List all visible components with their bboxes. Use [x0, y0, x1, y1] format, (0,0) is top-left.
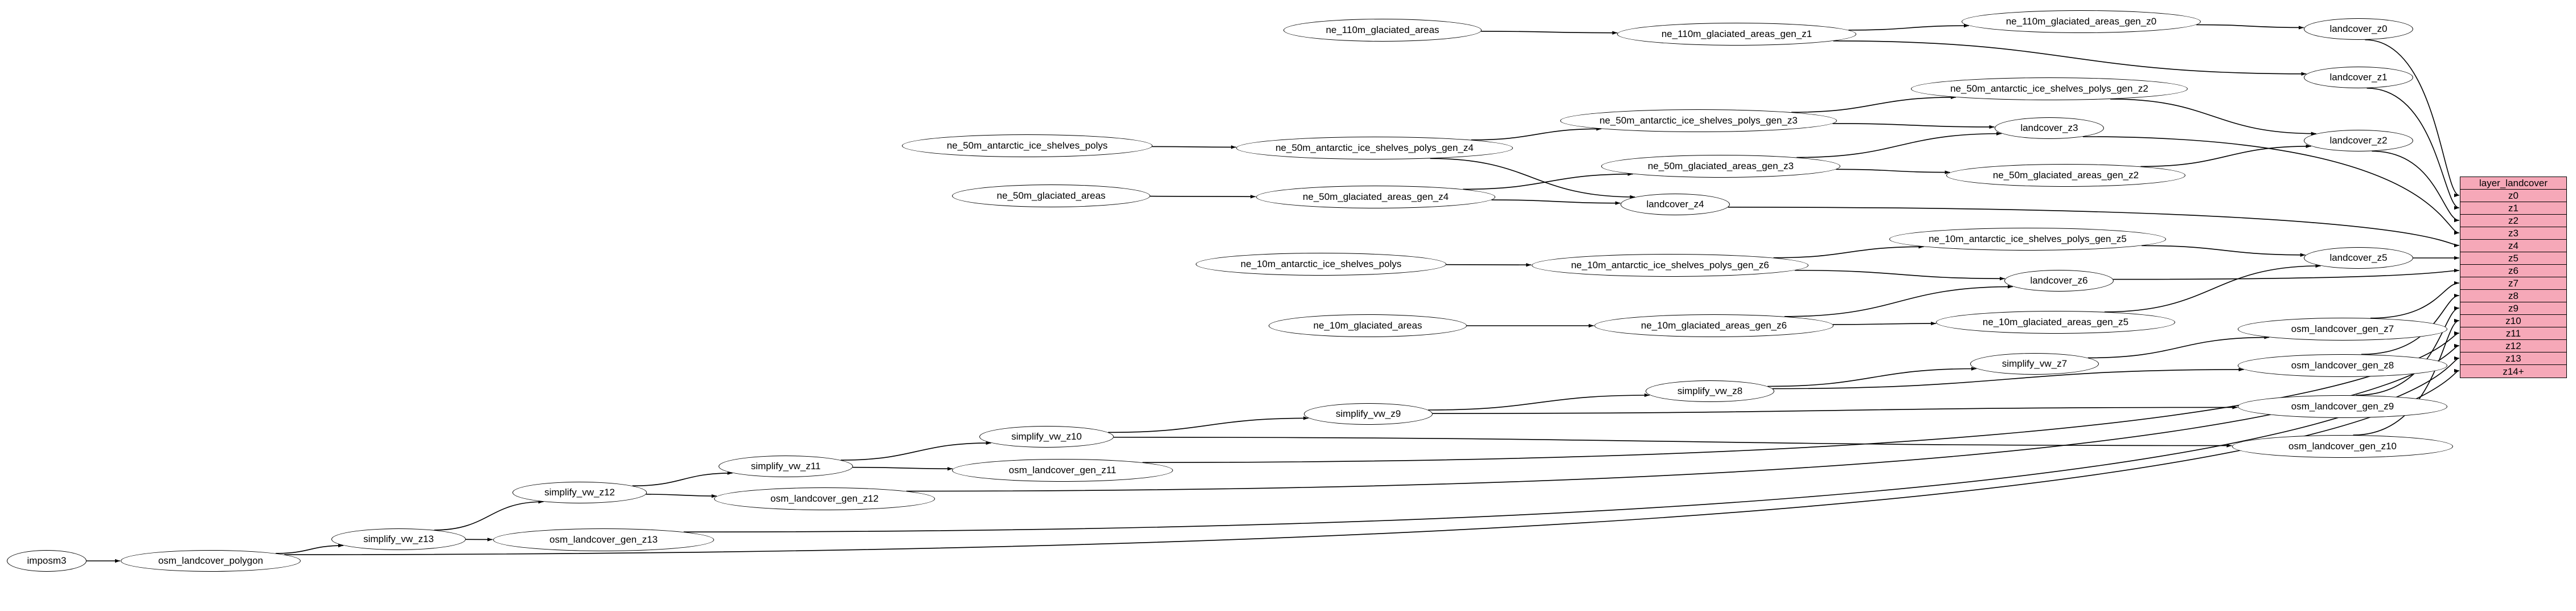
- graph-edge: [1471, 129, 1602, 140]
- layer-landcover-table-header: layer_landcover: [2460, 177, 2566, 190]
- graph-edge: [434, 502, 543, 530]
- graph-edge: [1833, 323, 1936, 325]
- graph-edge: [2370, 283, 2459, 318]
- graph-edge: [2088, 337, 2269, 358]
- layer-landcover-zoom-row[interactable]: z1: [2460, 202, 2566, 215]
- graph-edge: [2142, 245, 2306, 255]
- graph-edge: [1108, 418, 1308, 432]
- graph-edge: [2105, 266, 2321, 312]
- layer-landcover-zoom-row[interactable]: z3: [2460, 227, 2566, 240]
- graph-node[interactable]: ne_10m_antarctic_ice_shelves_polys_gen_z5: [1889, 228, 2166, 251]
- layer-landcover-zoom-row[interactable]: z7: [2460, 277, 2566, 290]
- graph-node[interactable]: ne_50m_antarctic_ice_shelves_polys_gen_z2: [1911, 77, 2188, 100]
- graph-node[interactable]: landcover_z2: [2304, 130, 2413, 151]
- graph-edge: [1481, 31, 1617, 33]
- layer-landcover-zoom-row[interactable]: z12: [2460, 340, 2566, 352]
- graph-edge: [1833, 41, 2307, 74]
- graph-edge: [1795, 270, 2005, 279]
- graph-edge: [1428, 395, 1650, 410]
- graph-edge: [1832, 124, 1994, 127]
- layer-landcover-zoom-row[interactable]: z14+: [2503, 366, 2524, 377]
- layer-landcover-zoom-row[interactable]: z6: [2460, 265, 2566, 277]
- graph-edge: [1785, 286, 2013, 316]
- graph-edge: [1152, 146, 1236, 147]
- graph-node[interactable]: landcover_z0: [2304, 18, 2413, 40]
- graph-node[interactable]: simplify_vw_z9: [1304, 403, 1433, 425]
- graph-node[interactable]: simplify_vw_z7: [1970, 353, 2099, 375]
- graph-edge: [284, 371, 2459, 555]
- graph-edge: [1150, 196, 1256, 197]
- graph-node[interactable]: ne_110m_glaciated_areas: [1283, 19, 1482, 42]
- graph-node[interactable]: ne_50m_glaciated_areas: [952, 184, 1150, 207]
- graph-node[interactable]: ne_10m_antarctic_ice_shelves_polys_gen_z6: [1532, 254, 1808, 277]
- graph-node[interactable]: ne_50m_glaciated_areas_gen_z4: [1256, 186, 1495, 208]
- graph-node[interactable]: simplify_vw_z12: [512, 482, 647, 503]
- layer-landcover-zoom-row[interactable]: z8: [2460, 290, 2566, 302]
- graph-node[interactable]: ne_110m_glaciated_areas_gen_z1: [1617, 23, 1856, 46]
- graph-node[interactable]: ne_50m_glaciated_areas_gen_z2: [1946, 164, 2185, 187]
- graph-edge: [2365, 40, 2459, 195]
- layer-landcover-zoom-row[interactable]: z4: [2460, 240, 2566, 252]
- graph-node[interactable]: osm_landcover_gen_z10: [2232, 435, 2453, 458]
- graph-node[interactable]: osm_landcover_gen_z12: [714, 487, 935, 510]
- graph-edge: [1791, 97, 1956, 112]
- graph-edge: [2083, 137, 2459, 233]
- graph-edge: [276, 546, 343, 553]
- graph-node[interactable]: osm_landcover_polygon: [121, 550, 301, 572]
- graph-node[interactable]: ne_50m_antarctic_ice_shelves_polys_gen_z4: [1236, 137, 1513, 159]
- layer-landcover-zoom-row[interactable]: z0: [2460, 190, 2566, 202]
- graph-node[interactable]: landcover_z6: [2004, 270, 2114, 292]
- graph-edge: [1114, 437, 2232, 446]
- graph-node[interactable]: ne_10m_glaciated_areas_gen_z6: [1594, 314, 1833, 337]
- graph-edge: [1491, 200, 1620, 203]
- graph-edge: [1774, 247, 1924, 257]
- graph-edge: [1848, 26, 1969, 30]
- graph-edge: [840, 443, 991, 460]
- layer-landcover-zoom-row[interactable]: z10: [2460, 315, 2566, 327]
- graph-node[interactable]: ne_50m_glaciated_areas_gen_z3: [1601, 155, 1840, 178]
- graph-node[interactable]: ne_110m_glaciated_areas_gen_z0: [1962, 10, 2201, 33]
- graph-node[interactable]: osm_landcover_gen_z9: [2238, 395, 2447, 418]
- graph-edge: [853, 468, 953, 469]
- layer-landcover-zoom-row[interactable]: z11: [2460, 327, 2566, 340]
- graph-node[interactable]: ne_10m_antarctic_ice_shelves_polys: [1196, 253, 1446, 276]
- graph-edge: [646, 494, 717, 496]
- graph-edge: [2110, 99, 2316, 134]
- graph-node[interactable]: imposm3: [7, 550, 87, 572]
- layer-landcover-zoom-row[interactable]: z9: [2460, 302, 2566, 315]
- graph-edge: [1433, 407, 2238, 413]
- graph-node[interactable]: osm_landcover_gen_z7: [2238, 318, 2447, 341]
- graph-node[interactable]: simplify_vw_z11: [719, 456, 853, 477]
- graph-node[interactable]: ne_50m_antarctic_ice_shelves_polys_gen_z3: [1560, 109, 1837, 132]
- graph-node[interactable]: ne_50m_antarctic_ice_shelves_polys: [902, 134, 1152, 157]
- graph-node[interactable]: simplify_vw_z13: [331, 528, 466, 550]
- graph-node[interactable]: osm_landcover_gen_z11: [952, 459, 1173, 482]
- graph-node[interactable]: ne_10m_glaciated_areas_gen_z5: [1936, 311, 2175, 334]
- graph-edge: [1836, 169, 1950, 172]
- layer-landcover-zoom-row[interactable]: z13: [2460, 352, 2566, 365]
- graph-node[interactable]: ne_10m_glaciated_areas: [1269, 314, 1467, 337]
- graph-node[interactable]: landcover_z3: [1995, 117, 2104, 139]
- graph-edge: [1796, 134, 2001, 158]
- graph-edge: [1463, 174, 1632, 190]
- graph-edge: [2196, 24, 2304, 27]
- layer-landcover-table[interactable]: [2460, 177, 2567, 378]
- graph-node[interactable]: landcover_z1: [2304, 67, 2413, 88]
- graph-node[interactable]: osm_landcover_gen_z13: [493, 528, 714, 551]
- graph-node[interactable]: simplify_vw_z10: [979, 426, 1114, 448]
- graph-node[interactable]: landcover_z5: [2304, 247, 2413, 269]
- graph-node[interactable]: landcover_z4: [1621, 194, 1730, 215]
- graph-edge: [2113, 270, 2459, 280]
- graph-node[interactable]: simplify_vw_z8: [1646, 380, 1774, 402]
- graph-edge: [633, 473, 733, 486]
- layer-landcover-zoom-row[interactable]: z5: [2460, 252, 2566, 265]
- graph-edge: [2140, 146, 2311, 167]
- layer-landcover-zoom-row[interactable]: z2: [2460, 215, 2566, 227]
- graph-node[interactable]: osm_landcover_gen_z8: [2238, 354, 2447, 377]
